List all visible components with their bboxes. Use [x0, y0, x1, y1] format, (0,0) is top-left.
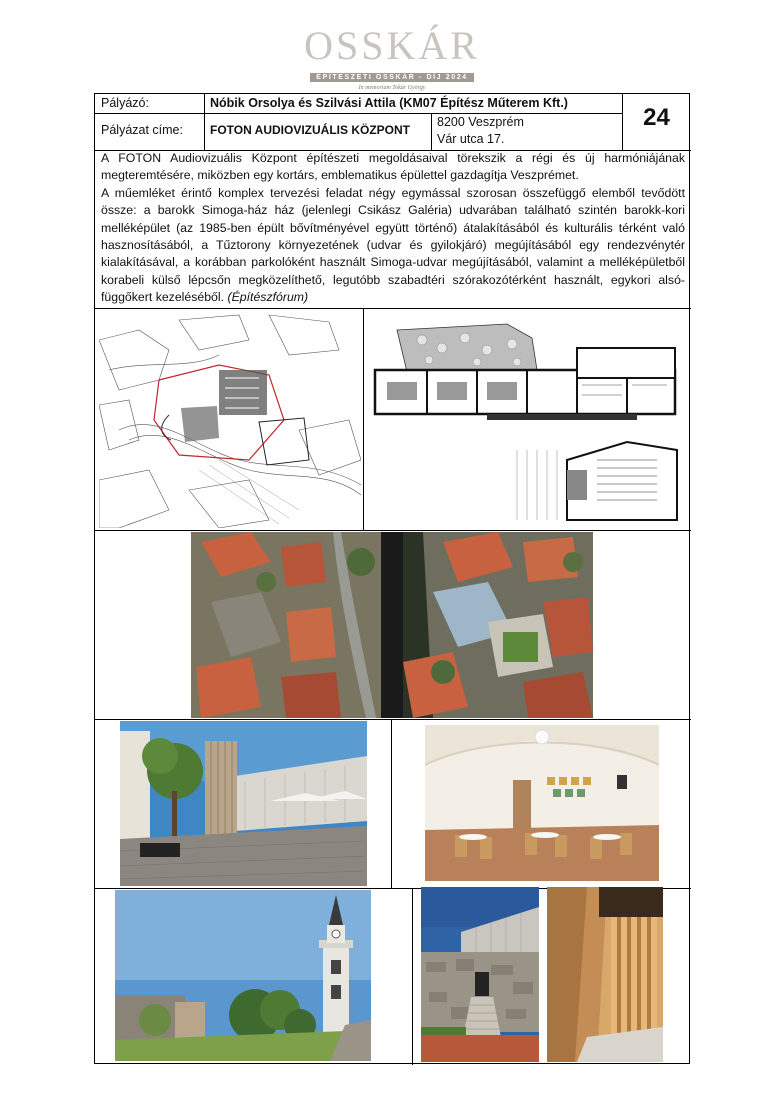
col-divider: [391, 719, 392, 888]
row-divider: [95, 719, 691, 720]
fire-tower-photo: [115, 890, 371, 1061]
header-divider: [431, 113, 432, 150]
entry-sheet: [94, 93, 690, 1064]
aerial-photo-after: [403, 532, 593, 718]
description-para1: A FOTON Audiovizuális Központ építészeti megoldásaival törekszik a régi és új harmóniájának megteremtésére, miközben egy kortárs, emblematikus épülettel gazdagítja Veszprémet.: [101, 151, 685, 183]
applicant-label: Pályázó:: [101, 96, 149, 110]
stairway-photo: [421, 887, 539, 1062]
aerial-photo-divider: [381, 532, 403, 718]
site-plan-drawing: [99, 310, 361, 528]
header-divider: [95, 113, 622, 114]
description-para2-text: A műemléket érintő komplex tervezési feladat négy egymással szorosan összefüggő elemből tevődött össze: a barokk Simoga-ház ház (jelenlegi Csikász Galéria) udvarában található szintén barokk-kori melléképület (az 1985-ben épült bővítményével együtt történő) átalakításából és kulturális térként való hasznosításából, a Tűztorony környezetének (udvar és gyilokjáró) megújításából egy rendezvénytér kialakításával, a korábban parkolóként használt Simoga-udvar megújításából, valamint a melléképületből korabeli külső lépcsőn megközelíthető, legutóbb szabadtéri szórakozótérként használt, egykori alsó-függőkert kezeléséből.: [101, 185, 685, 305]
logo-wordmark: OSSKÁR: [304, 23, 480, 68]
title-value: FOTON AUDIOVIZUÁLIS KÖZPONT: [210, 123, 410, 137]
logo-memoriam: In memoriam Tokár György: [358, 85, 426, 91]
courtyard-exterior-photo: [120, 721, 367, 886]
entry-number: 24: [643, 104, 670, 131]
floor-plan-drawing: [367, 310, 687, 528]
applicant-value: Nóbik Orsolya és Szilvási Attila (KM07 Építész Műterem Kft.): [210, 96, 568, 110]
address-line2: Vár utca 17.: [437, 132, 505, 146]
col-divider: [412, 888, 413, 1065]
wooden-corridor-photo: [547, 887, 663, 1062]
logo: [0, 23, 784, 91]
row-divider: [95, 308, 691, 309]
description-para2: [101, 185, 685, 307]
col-divider: [363, 308, 364, 530]
header-divider: [204, 94, 205, 150]
aerial-photo-before: [191, 532, 381, 718]
description: [101, 150, 685, 307]
row-divider: [95, 530, 691, 531]
description-source: (Építészfórum): [227, 290, 309, 305]
cafe-interior-photo: [425, 725, 659, 881]
logo-subtitle: ÉPÍTÉSZETI OSSKÁR - DÍJ 2024: [310, 73, 473, 82]
title-label: Pályázat címe:: [101, 123, 183, 137]
address-line1: 8200 Veszprém: [437, 115, 524, 129]
